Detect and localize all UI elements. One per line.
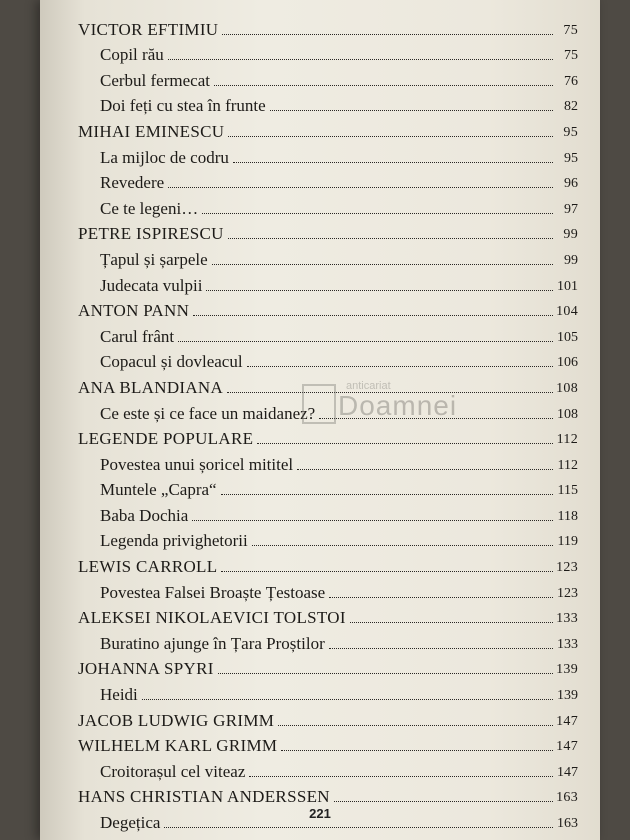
toc-entry-page: 104 bbox=[556, 304, 578, 320]
dot-leader bbox=[214, 84, 553, 86]
dot-leader bbox=[329, 596, 553, 598]
dot-leader bbox=[252, 544, 553, 546]
dot-leader bbox=[228, 135, 553, 137]
dot-leader bbox=[168, 186, 553, 188]
toc-entry-page: 97 bbox=[564, 201, 578, 217]
dot-leader bbox=[221, 570, 553, 572]
toc-story-entry bbox=[78, 191, 578, 217]
toc-author-entry bbox=[78, 217, 578, 243]
toc-author-entry bbox=[78, 652, 578, 678]
toc-story-entry bbox=[78, 754, 578, 780]
toc-story-entry bbox=[78, 319, 578, 345]
toc-entry-title: VICTOR EFTIMIU bbox=[78, 19, 219, 39]
toc-entry-title: Povestea Falsei Broaște Țestoase bbox=[100, 582, 326, 602]
dot-leader bbox=[178, 340, 553, 342]
dot-leader bbox=[164, 826, 553, 828]
toc-entry-title: LEWIS CARROLL bbox=[78, 557, 218, 577]
toc-entry-page: 108 bbox=[557, 406, 578, 422]
toc-entry-title: ANA BLANDIANA bbox=[78, 377, 224, 397]
toc-entry-page: 112 bbox=[557, 457, 578, 473]
toc-story-entry bbox=[78, 498, 578, 524]
dot-leader bbox=[247, 365, 553, 367]
dot-leader bbox=[222, 33, 553, 35]
toc-entry-title: Croitorașul cel viteaz bbox=[100, 761, 246, 781]
toc-entry-title: Copil rău bbox=[100, 45, 164, 65]
toc-entry-page: 163 bbox=[556, 790, 578, 806]
toc-entry-title: Judecata vulpii bbox=[100, 275, 203, 295]
toc-entry-title: ALEKSEI NIKOLAEVICI TOLSTOI bbox=[78, 608, 346, 628]
toc-entry-page: 133 bbox=[556, 611, 578, 627]
book-page bbox=[40, 0, 600, 840]
toc-entry-page: 112 bbox=[556, 432, 578, 448]
dot-leader bbox=[202, 212, 553, 214]
toc-entry-title: Degețica bbox=[100, 813, 161, 832]
toc-author-entry bbox=[78, 294, 578, 320]
toc-story-entry bbox=[78, 38, 578, 64]
toc-entry-page: 99 bbox=[563, 227, 578, 243]
toc-entry-page: 119 bbox=[557, 534, 578, 550]
toc-entry-page: 108 bbox=[556, 380, 578, 396]
toc-entry-page: 115 bbox=[557, 483, 578, 499]
toc-entry-page: 163 bbox=[557, 816, 578, 831]
toc-entry-page: 123 bbox=[556, 560, 578, 576]
toc-entry-page: 105 bbox=[557, 329, 578, 345]
toc-author-entry bbox=[78, 780, 578, 806]
toc-entry-page: 75 bbox=[564, 48, 578, 64]
dot-leader bbox=[334, 800, 553, 802]
dot-leader bbox=[218, 672, 553, 674]
toc-entry-page: 139 bbox=[556, 662, 578, 678]
toc-entry-title: La mijloc de codru bbox=[100, 147, 229, 167]
dot-leader bbox=[142, 698, 553, 700]
toc-entry-page: 99 bbox=[564, 252, 578, 268]
toc-entry-title: Baba Dochia bbox=[100, 505, 189, 525]
toc-entry-title: Heidi bbox=[100, 685, 138, 705]
toc-entry-page: 75 bbox=[563, 22, 578, 38]
toc-entry-title: Ce este și ce face un maidanez? bbox=[100, 403, 316, 423]
toc-entry-page: 101 bbox=[557, 278, 578, 294]
toc-entry-page: 133 bbox=[557, 636, 578, 652]
toc-entry-page: 147 bbox=[556, 713, 578, 729]
toc-entry-title: Carul frânt bbox=[100, 326, 175, 346]
toc-entry-title: Doi feți cu stea în frunte bbox=[100, 96, 266, 116]
toc-entry-title: LEGENDE POPULARE bbox=[78, 429, 254, 449]
toc-entry-title: PETRE ISPIRESCU bbox=[78, 224, 224, 244]
toc-story-entry bbox=[78, 63, 578, 89]
toc-story-entry bbox=[78, 524, 578, 550]
toc-author-entry bbox=[78, 422, 578, 448]
dot-leader bbox=[192, 519, 553, 521]
dot-leader bbox=[249, 775, 553, 777]
toc-entry-page: 95 bbox=[563, 124, 578, 140]
toc-author-entry bbox=[78, 729, 578, 755]
toc-entry-title: JACOB LUDWIG GRIMM bbox=[78, 710, 275, 730]
toc-entry-title: ANTON PANN bbox=[78, 301, 190, 321]
dot-leader bbox=[270, 109, 553, 111]
toc-entry-page: 76 bbox=[564, 73, 578, 89]
dot-leader bbox=[212, 263, 553, 265]
toc-story-entry bbox=[78, 447, 578, 473]
toc-entry-title: Revedere bbox=[100, 173, 165, 193]
toc-entry-title: MIHAI EMINESCU bbox=[78, 121, 225, 141]
toc-entry-title: Muntele „Capra“ bbox=[100, 480, 217, 500]
toc-entry-page: 139 bbox=[557, 688, 578, 704]
toc-entry-page: 147 bbox=[557, 764, 578, 780]
toc-story-entry bbox=[78, 575, 578, 601]
dot-leader bbox=[228, 237, 553, 239]
dot-leader bbox=[221, 493, 553, 495]
toc-entry-title: Țapul și șarpele bbox=[100, 249, 208, 269]
dot-leader bbox=[257, 442, 553, 444]
toc-author-entry bbox=[78, 12, 578, 38]
toc-entry-title: WILHELM KARL GRIMM bbox=[78, 736, 278, 756]
toc-story-entry bbox=[78, 89, 578, 115]
toc-story-entry bbox=[78, 242, 578, 268]
toc-author-entry bbox=[78, 601, 578, 627]
dot-leader bbox=[206, 289, 553, 291]
dot-leader bbox=[193, 314, 553, 316]
dot-leader bbox=[233, 161, 553, 163]
toc-entry-page: 106 bbox=[557, 355, 578, 371]
page-number: 221 bbox=[309, 806, 331, 821]
toc-story-entry bbox=[78, 396, 578, 422]
toc-entry-title: HANS CHRISTIAN ANDERSSEN bbox=[78, 787, 330, 807]
toc-entry-title: Cerbul fermecat bbox=[100, 70, 210, 90]
dot-leader bbox=[168, 58, 553, 60]
toc-story-entry bbox=[78, 140, 578, 166]
toc-entry-page: 147 bbox=[556, 739, 578, 755]
toc-entry-title: Povestea unui șoricel mititel bbox=[100, 454, 294, 474]
dot-leader bbox=[329, 647, 553, 649]
dot-leader bbox=[227, 391, 553, 393]
toc-entry-title: Ce te legeni… bbox=[100, 198, 199, 218]
toc-story-entry bbox=[78, 626, 578, 652]
toc-author-entry bbox=[78, 370, 578, 396]
toc-author-entry bbox=[78, 114, 578, 140]
toc-author-entry bbox=[78, 703, 578, 729]
toc-entry-page: 118 bbox=[557, 508, 578, 524]
toc-entry-page: 123 bbox=[557, 585, 578, 601]
toc-author-entry bbox=[78, 549, 578, 575]
dot-leader bbox=[297, 468, 553, 470]
toc-story-entry bbox=[78, 473, 578, 499]
table-of-contents bbox=[78, 12, 578, 831]
dot-leader bbox=[319, 417, 553, 419]
toc-story-entry bbox=[78, 345, 578, 371]
toc-story-entry bbox=[78, 268, 578, 294]
toc-entry-title: JOHANNA SPYRI bbox=[78, 659, 214, 679]
toc-story-entry bbox=[78, 677, 578, 703]
dot-leader bbox=[281, 749, 553, 751]
toc-entry-title: Legenda privighetorii bbox=[100, 531, 248, 551]
toc-entry-page: 82 bbox=[564, 99, 578, 115]
toc-entry-title: Copacul și dovleacul bbox=[100, 352, 243, 372]
toc-story-entry bbox=[78, 166, 578, 192]
toc-entry-page: 95 bbox=[564, 150, 578, 166]
watermark-top-text: anticariat bbox=[346, 380, 391, 392]
dot-leader bbox=[278, 724, 553, 726]
toc-entry-page: 96 bbox=[564, 176, 578, 192]
toc-entry-title: Buratino ajunge în Țara Proștilor bbox=[100, 633, 325, 653]
watermark-main-text: Doamnei bbox=[338, 390, 458, 421]
dot-leader bbox=[350, 621, 553, 623]
